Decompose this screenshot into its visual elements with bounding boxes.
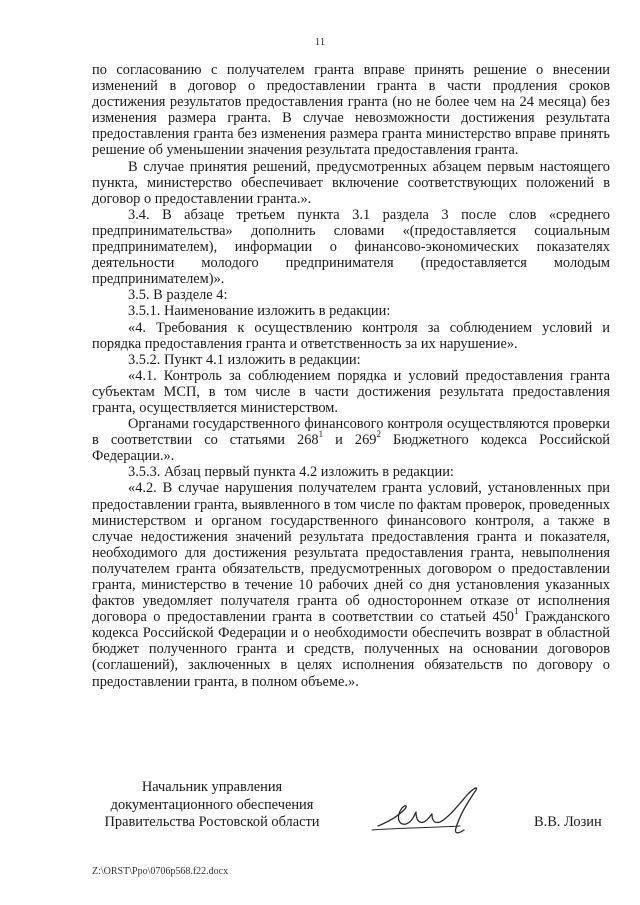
paragraph: 3.5.3. Абзац первый пункта 4.2 изложить в редакции: [128, 464, 454, 481]
signatory-title-line: документационного обеспечения [110, 796, 314, 813]
document-body [92, 62, 610, 690]
paragraph-with-superscripts [92, 480, 610, 689]
paragraph: 3.4. В абзаце третьем пункта 3.1 раздела 3 после слов «среднего предпринимательства» дополнить словами «(предоставляется социальным предпринимателем), информации о финансово-экономических показателях деятельности молодого предпринимателя (предоставляется молодым предпринимателем)». [92, 206, 610, 288]
paragraph: 3.5.2. Пункт 4.1 изложить в редакции: [128, 351, 361, 368]
paragraph: «4.1. Контроль за соблюдением порядка и условий предоставления гранта субъектам МСП, в том числе в части достижения результата предоставления гранта, осуществляется министерством. [92, 367, 610, 416]
text-segment: и 269 [323, 432, 377, 449]
paragraph: 3.5. В разделе 4: [128, 287, 228, 304]
superscript: 1 [514, 606, 519, 617]
text-segment: Бюджетного кодекса Российской Федерации.». [92, 432, 611, 465]
signatory-title-line: Начальник управления [141, 779, 283, 795]
signatory-title [92, 779, 332, 832]
paragraph: «4. Требования к осуществлению контроля за соблюдением условий и порядка предоставления гранта и ответственность за их нарушение». [92, 319, 610, 352]
page-number: 11 [314, 36, 326, 48]
signatory-title-line: Правительства Ростовской области [104, 814, 320, 830]
handwritten-signature [364, 782, 504, 840]
superscript: 2 [376, 429, 381, 440]
text-segment: Органами государственного финансового контроля осуществляются проверки в соответствии со статьями 268 [92, 416, 610, 449]
paragraph: В случае принятия решений, предусмотренных абзацем первым настоящего пункта, министерство обеспечивает включение соответствующих положений в договор о предоставлении гранта.». [92, 158, 610, 207]
paragraph: 3.5.1. Наименование изложить в редакции: [128, 303, 391, 320]
superscript: 1 [318, 429, 324, 440]
paragraph: по согласованию с получателем гранта вправе принять решение о внесении изменений в договор о предоставлении гранта в части продления сроков достижения результатов предоставления гранта (но не более чем на 24 месяца) без изменения размера гранта. В случае невозможности достижения результата предоставления гранта без изменения размера гранта министерство вправе принять решение об уменьшении значения результата предоставления гранта. [92, 62, 610, 159]
signatory-name: В.В. Лозин [534, 814, 602, 830]
text-segment: Гражданского кодекса Российской Федерации и о необходимости обеспечить возврат в областной бюджет полученного гранта и средств, полученных на основании договоров (соглашений), заключенных в целях исполнения обязательств по договору о предоставлении гранта, в полном объеме.». [92, 609, 610, 690]
text-segment: «4.2. В случае нарушения получателем гранта условий, установленных при предоставлении гранта, выявленного в том числе по фактам проверок, проведенных министерством и органом государственного финансового контроля, а также в случае недостижения значений результата предоставления гранта и показателя, необходимого для достижения результата предоставления гранта, невыполнения получателем гранта обязательств, предусмотренных договором о предоставлении гранта, министерство в течение 10 рабочих дней со дня установления указанных фактов уведомляет получателя гранта об одностороннем отказе от исполнения договора о предоставлении гранта в соответствии со статьей 450 [92, 480, 610, 626]
paragraph-with-superscripts [92, 416, 610, 464]
file-path-footer: Z:\ORST\Ppo\0706p568.f22.docx [92, 866, 229, 877]
